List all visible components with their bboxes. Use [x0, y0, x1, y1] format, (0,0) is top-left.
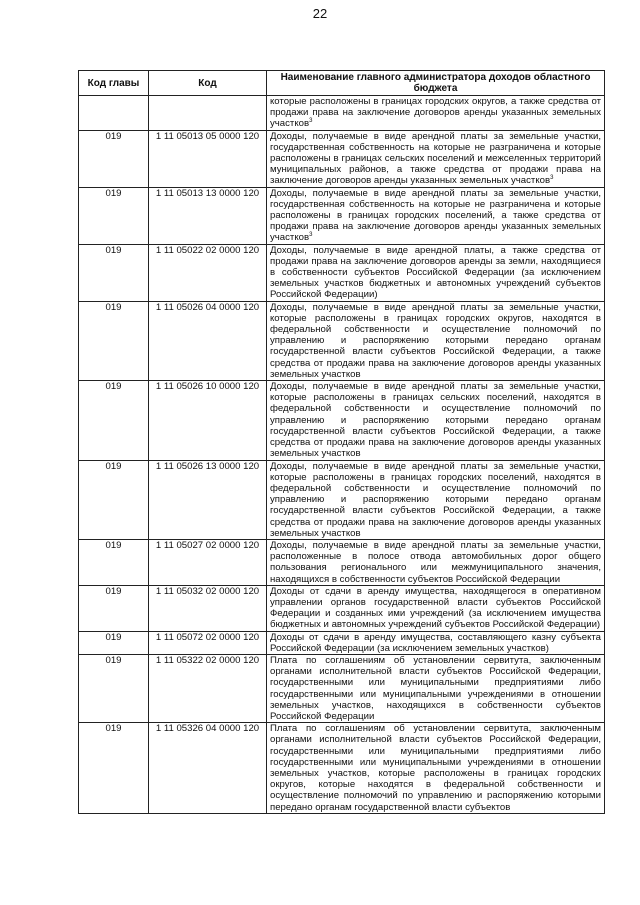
- continuation-code-cell: [149, 96, 267, 131]
- footnote-marker: 3: [309, 232, 313, 239]
- description-text: Доходы, получаемые в виде арендной платы за земельные участки, государственная собственность на которые не разграничена и которые расположены в границах городских поселений, а также средства от продажи права на заключение договоров аренды указанных земельных участков: [270, 187, 601, 244]
- description-cell: [267, 301, 605, 380]
- description-cell: [267, 460, 605, 539]
- table-header-row: [79, 71, 605, 96]
- revenue-code-cell: 1 11 05013 13 0000 120: [149, 187, 267, 244]
- description-cell: [267, 130, 605, 187]
- description-cell: [267, 654, 605, 722]
- table-row: [79, 585, 605, 631]
- description-text: Доходы, получаемые в виде арендной платы за земельные участки, которые расположены в границах сельских поселений, находятся в федеральной собственности и осуществление полномочий по управлению и распоряжению которыми передано органам государственной власти субъектов Российской Федерации, а также средства от продажи права на заключение договоров аренды указанных земельных участков: [270, 381, 601, 460]
- continuation-row: [79, 96, 605, 131]
- chapter-code-cell: 019: [79, 585, 149, 631]
- table-row: [79, 381, 605, 460]
- chapter-code-cell: 019: [79, 723, 149, 814]
- revenue-code-cell: 1 11 05026 13 0000 120: [149, 460, 267, 539]
- description-text: Доходы, получаемые в виде арендной платы за земельные участки, расположенные в полосе отвода автомобильных дорог общего пользования регионального или межмуниципального значения, находящихся в собственности субъектов Российской Федерации: [270, 539, 601, 585]
- description-text: Доходы от сдачи в аренду имущества, составляющего казну субъекта Российской Федерации (за исключением земельных участков): [270, 631, 601, 654]
- footnote-marker: 3: [550, 175, 554, 182]
- revenue-code-cell: 1 11 05072 02 0000 120: [149, 631, 267, 654]
- description-text: Доходы от сдачи в аренду имущества, находящегося в оперативном управлении органов государственной власти субъектов Российской Федерации и созданных ими учреждений (за исключением имущества бюджетных и автономных учреждений субъектов Российской Федерации): [270, 585, 601, 631]
- description-cell: [267, 381, 605, 460]
- revenue-code-cell: 1 11 05032 02 0000 120: [149, 585, 267, 631]
- description-text: Плата по соглашениям об установлении сервитута, заключенным органами исполнительной власти субъектов Российской Федерации, государственными или муниципальными предприятиями либо государственными или муниципальными учреждениями в отношении земельных участков, находящихся в собственности субъектов Российской Федерации: [270, 654, 601, 722]
- header-administrator-name: Наименование главного администратора доходов областного бюджета: [267, 71, 605, 96]
- continuation-chapter-cell: [79, 96, 149, 131]
- description-text: Доходы, получаемые в виде арендной платы за земельные участки, которые расположены в границах городских округов, находятся в федеральной собственности и осуществление полномочий по управлению и распоряжению которыми передано органам государственной власти субъектов Российской Федерации, а также средства от продажи права на заключение договоров аренды указанных земельных участков: [270, 301, 601, 380]
- header-code: Код: [149, 71, 267, 96]
- revenue-code-cell: 1 11 05022 02 0000 120: [149, 244, 267, 301]
- chapter-code-cell: 019: [79, 460, 149, 539]
- description-cell: [267, 723, 605, 814]
- revenue-codes-table: [78, 70, 605, 814]
- table-row: [79, 130, 605, 187]
- revenue-code-cell: 1 11 05026 10 0000 120: [149, 381, 267, 460]
- continuation-text: которые расположены в границах городских округов, а также средства от продажи права на заключение договоров аренды указанных земельных участков: [270, 96, 601, 130]
- description-text: Доходы, получаемые в виде арендной платы, а также средства от продажи права на заключение договоров аренды за земли, находящиеся в собственности субъектов Российской Федерации (за исключением земельных участков бюджетных и автономных учреждений субъектов Российской Федерации): [270, 244, 601, 301]
- description-cell: [267, 187, 605, 244]
- header-chapter-code: Код главы: [79, 71, 149, 96]
- description-text: Плата по соглашениям об установлении сервитута, заключенным органами исполнительной власти субъектов Российской Федерации, государственными или муниципальными предприятиями либо государственными или муниципальными учреждениями в отношении земельных участков, которые расположены в границах городских округов, которые находятся в федеральной собственности и осуществление полномочий по управлению и распоряжению которыми передано органам государственной власти субъектов: [270, 723, 601, 813]
- chapter-code-cell: 019: [79, 130, 149, 187]
- continuation-description-cell: [267, 96, 605, 131]
- table-row: [79, 723, 605, 814]
- table-row: [79, 187, 605, 244]
- description-cell: [267, 539, 605, 585]
- chapter-code-cell: 019: [79, 654, 149, 722]
- table-row: [79, 301, 605, 380]
- table-row: [79, 539, 605, 585]
- revenue-code-cell: 1 11 05013 05 0000 120: [149, 130, 267, 187]
- revenue-code-cell: 1 11 05322 02 0000 120: [149, 654, 267, 722]
- chapter-code-cell: 019: [79, 631, 149, 654]
- chapter-code-cell: 019: [79, 187, 149, 244]
- footnote-marker: 3: [309, 118, 313, 125]
- table-row: [79, 631, 605, 654]
- description-cell: [267, 631, 605, 654]
- table-row: [79, 244, 605, 301]
- chapter-code-cell: 019: [79, 539, 149, 585]
- table-row: [79, 654, 605, 722]
- description-cell: [267, 244, 605, 301]
- chapter-code-cell: 019: [79, 381, 149, 460]
- chapter-code-cell: 019: [79, 301, 149, 380]
- page-number: 22: [312, 6, 328, 21]
- table-row: [79, 460, 605, 539]
- revenue-code-cell: 1 11 05326 04 0000 120: [149, 723, 267, 814]
- revenue-code-cell: 1 11 05027 02 0000 120: [149, 539, 267, 585]
- description-text: Доходы, получаемые в виде арендной платы за земельные участки, которые расположены в границах городских поселений, находятся в федеральной собственности и осуществление полномочий по управлению и распоряжению которыми передано органам государственной власти субъектов Российской Федерации, а также средства от продажи права на заключение договоров аренды указанных земельных участков: [270, 460, 601, 539]
- chapter-code-cell: 019: [79, 244, 149, 301]
- description-text: Доходы, получаемые в виде арендной платы за земельные участки, государственная собственность на которые не разграничена и которые расположены в границах сельских поселений и межселенных территорий муниципальных районов, а также средства от продажи права на заключение договоров аренды указанных земельных участков: [270, 130, 601, 187]
- description-cell: [267, 585, 605, 631]
- revenue-code-cell: 1 11 05026 04 0000 120: [149, 301, 267, 380]
